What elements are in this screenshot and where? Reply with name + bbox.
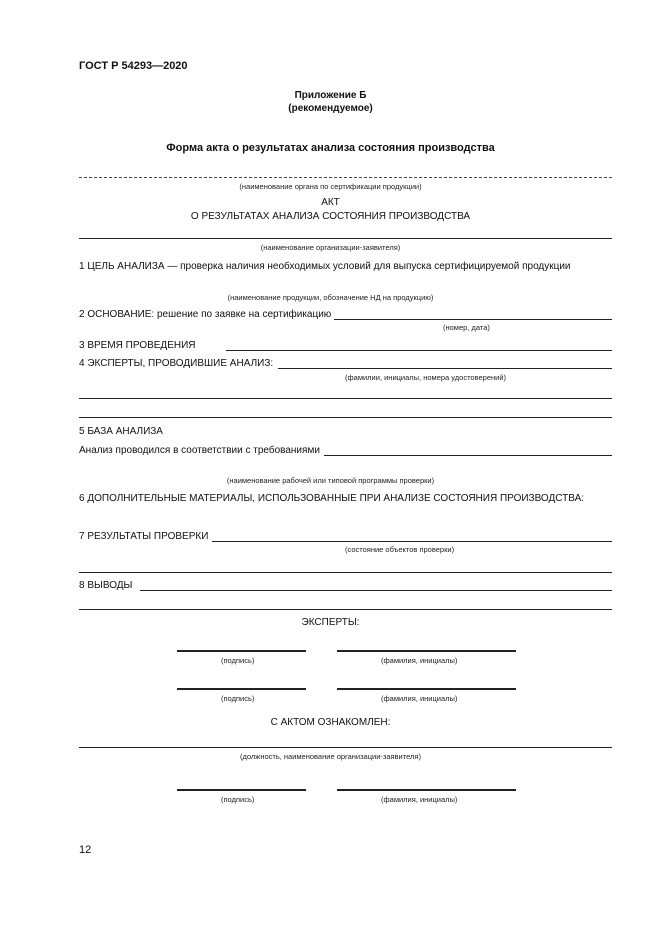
- section4-extra-line-2[interactable]: [79, 417, 612, 418]
- section5-text: Анализ проводился в соответствии с требованиями: [79, 445, 320, 456]
- expert2-signature-line[interactable]: [177, 688, 306, 690]
- acknowledged-position-hint: (должность, наименование организации-заявителя): [240, 752, 421, 761]
- applicant-hint: (наименование организации-заявителя): [260, 243, 401, 252]
- expert2-name-hint: (фамилия, инициалы): [381, 694, 458, 703]
- section1-text: 1 ЦЕЛЬ АНАЛИЗА — проверка наличия необходимых условий для выпуска сертифицируемой продукции: [79, 261, 571, 272]
- section8-line[interactable]: [140, 590, 612, 591]
- section4-hint: (фамилии, инициалы, номера удостоверений): [345, 373, 507, 382]
- appendix-title: Приложение Б: [294, 90, 367, 101]
- acknowledged-name-line[interactable]: [337, 789, 516, 791]
- section7-hint: (состояние объектов проверки): [345, 545, 455, 554]
- appendix-status: (рекомендуемое): [288, 103, 373, 114]
- standard-code: ГОСТ Р 54293—2020: [79, 60, 188, 72]
- section2-line[interactable]: [334, 319, 612, 320]
- experts-title: ЭКСПЕРТЫ:: [301, 617, 360, 628]
- applicant-line[interactable]: [79, 238, 612, 239]
- section7-text: 7 РЕЗУЛЬТАТЫ ПРОВЕРКИ: [79, 531, 209, 542]
- acknowledged-signature-hint: (подпись): [221, 795, 255, 804]
- section2-hint: (номер, дата): [443, 323, 490, 332]
- act-subtitle: О РЕЗУЛЬТАТАХ АНАЛИЗА СОСТОЯНИЯ ПРОИЗВОДСТВА: [190, 211, 471, 222]
- section8-extra-line[interactable]: [79, 609, 612, 610]
- section3-text: 3 ВРЕМЯ ПРОВЕДЕНИЯ: [79, 340, 196, 351]
- certification-body-line[interactable]: [79, 177, 612, 178]
- act-title: АКТ: [321, 197, 340, 208]
- expert1-name-line[interactable]: [337, 650, 516, 652]
- section5-hint: (наименование рабочей или типовой программы проверки): [226, 476, 435, 485]
- section6-text: 6 ДОПОЛНИТЕЛЬНЫЕ МАТЕРИАЛЫ, ИСПОЛЬЗОВАННЫЕ ПРИ АНАЛИЗЕ СОСТОЯНИЯ ПРОИЗВОДСТВА:: [79, 493, 585, 504]
- section2-text: 2 ОСНОВАНИЕ: решение по заявке на сертификацию: [79, 309, 332, 320]
- expert1-signature-line[interactable]: [177, 650, 306, 652]
- section4-line[interactable]: [278, 368, 612, 369]
- section7-line[interactable]: [212, 541, 612, 542]
- expert1-name-hint: (фамилия, инициалы): [381, 656, 458, 665]
- section5-line[interactable]: [324, 455, 612, 456]
- expert2-name-line[interactable]: [337, 688, 516, 690]
- section5-title: 5 БАЗА АНАЛИЗА: [79, 426, 163, 437]
- certification-body-hint: (наименование органа по сертификации продукции): [239, 182, 422, 191]
- section4-text: 4 ЭКСПЕРТЫ, ПРОВОДИВШИЕ АНАЛИЗ:: [79, 358, 274, 369]
- section3-line[interactable]: [226, 350, 612, 351]
- section8-text: 8 ВЫВОДЫ: [79, 580, 133, 591]
- section7-extra-line[interactable]: [79, 572, 612, 573]
- expert1-signature-hint: (подпись): [221, 656, 255, 665]
- expert2-signature-hint: (подпись): [221, 694, 255, 703]
- acknowledged-name-hint: (фамилия, инициалы): [381, 795, 458, 804]
- acknowledged-position-line[interactable]: [79, 747, 612, 748]
- acknowledged-title: С АКТОМ ОЗНАКОМЛЕН:: [270, 717, 391, 728]
- section4-extra-line-1[interactable]: [79, 398, 612, 399]
- section1-hint: (наименование продукции, обозначение НД на продукцию): [227, 293, 434, 302]
- page-number: 12: [79, 844, 92, 856]
- acknowledged-signature-line[interactable]: [177, 789, 306, 791]
- form-title: Форма акта о результатах анализа состояния производства: [166, 142, 495, 154]
